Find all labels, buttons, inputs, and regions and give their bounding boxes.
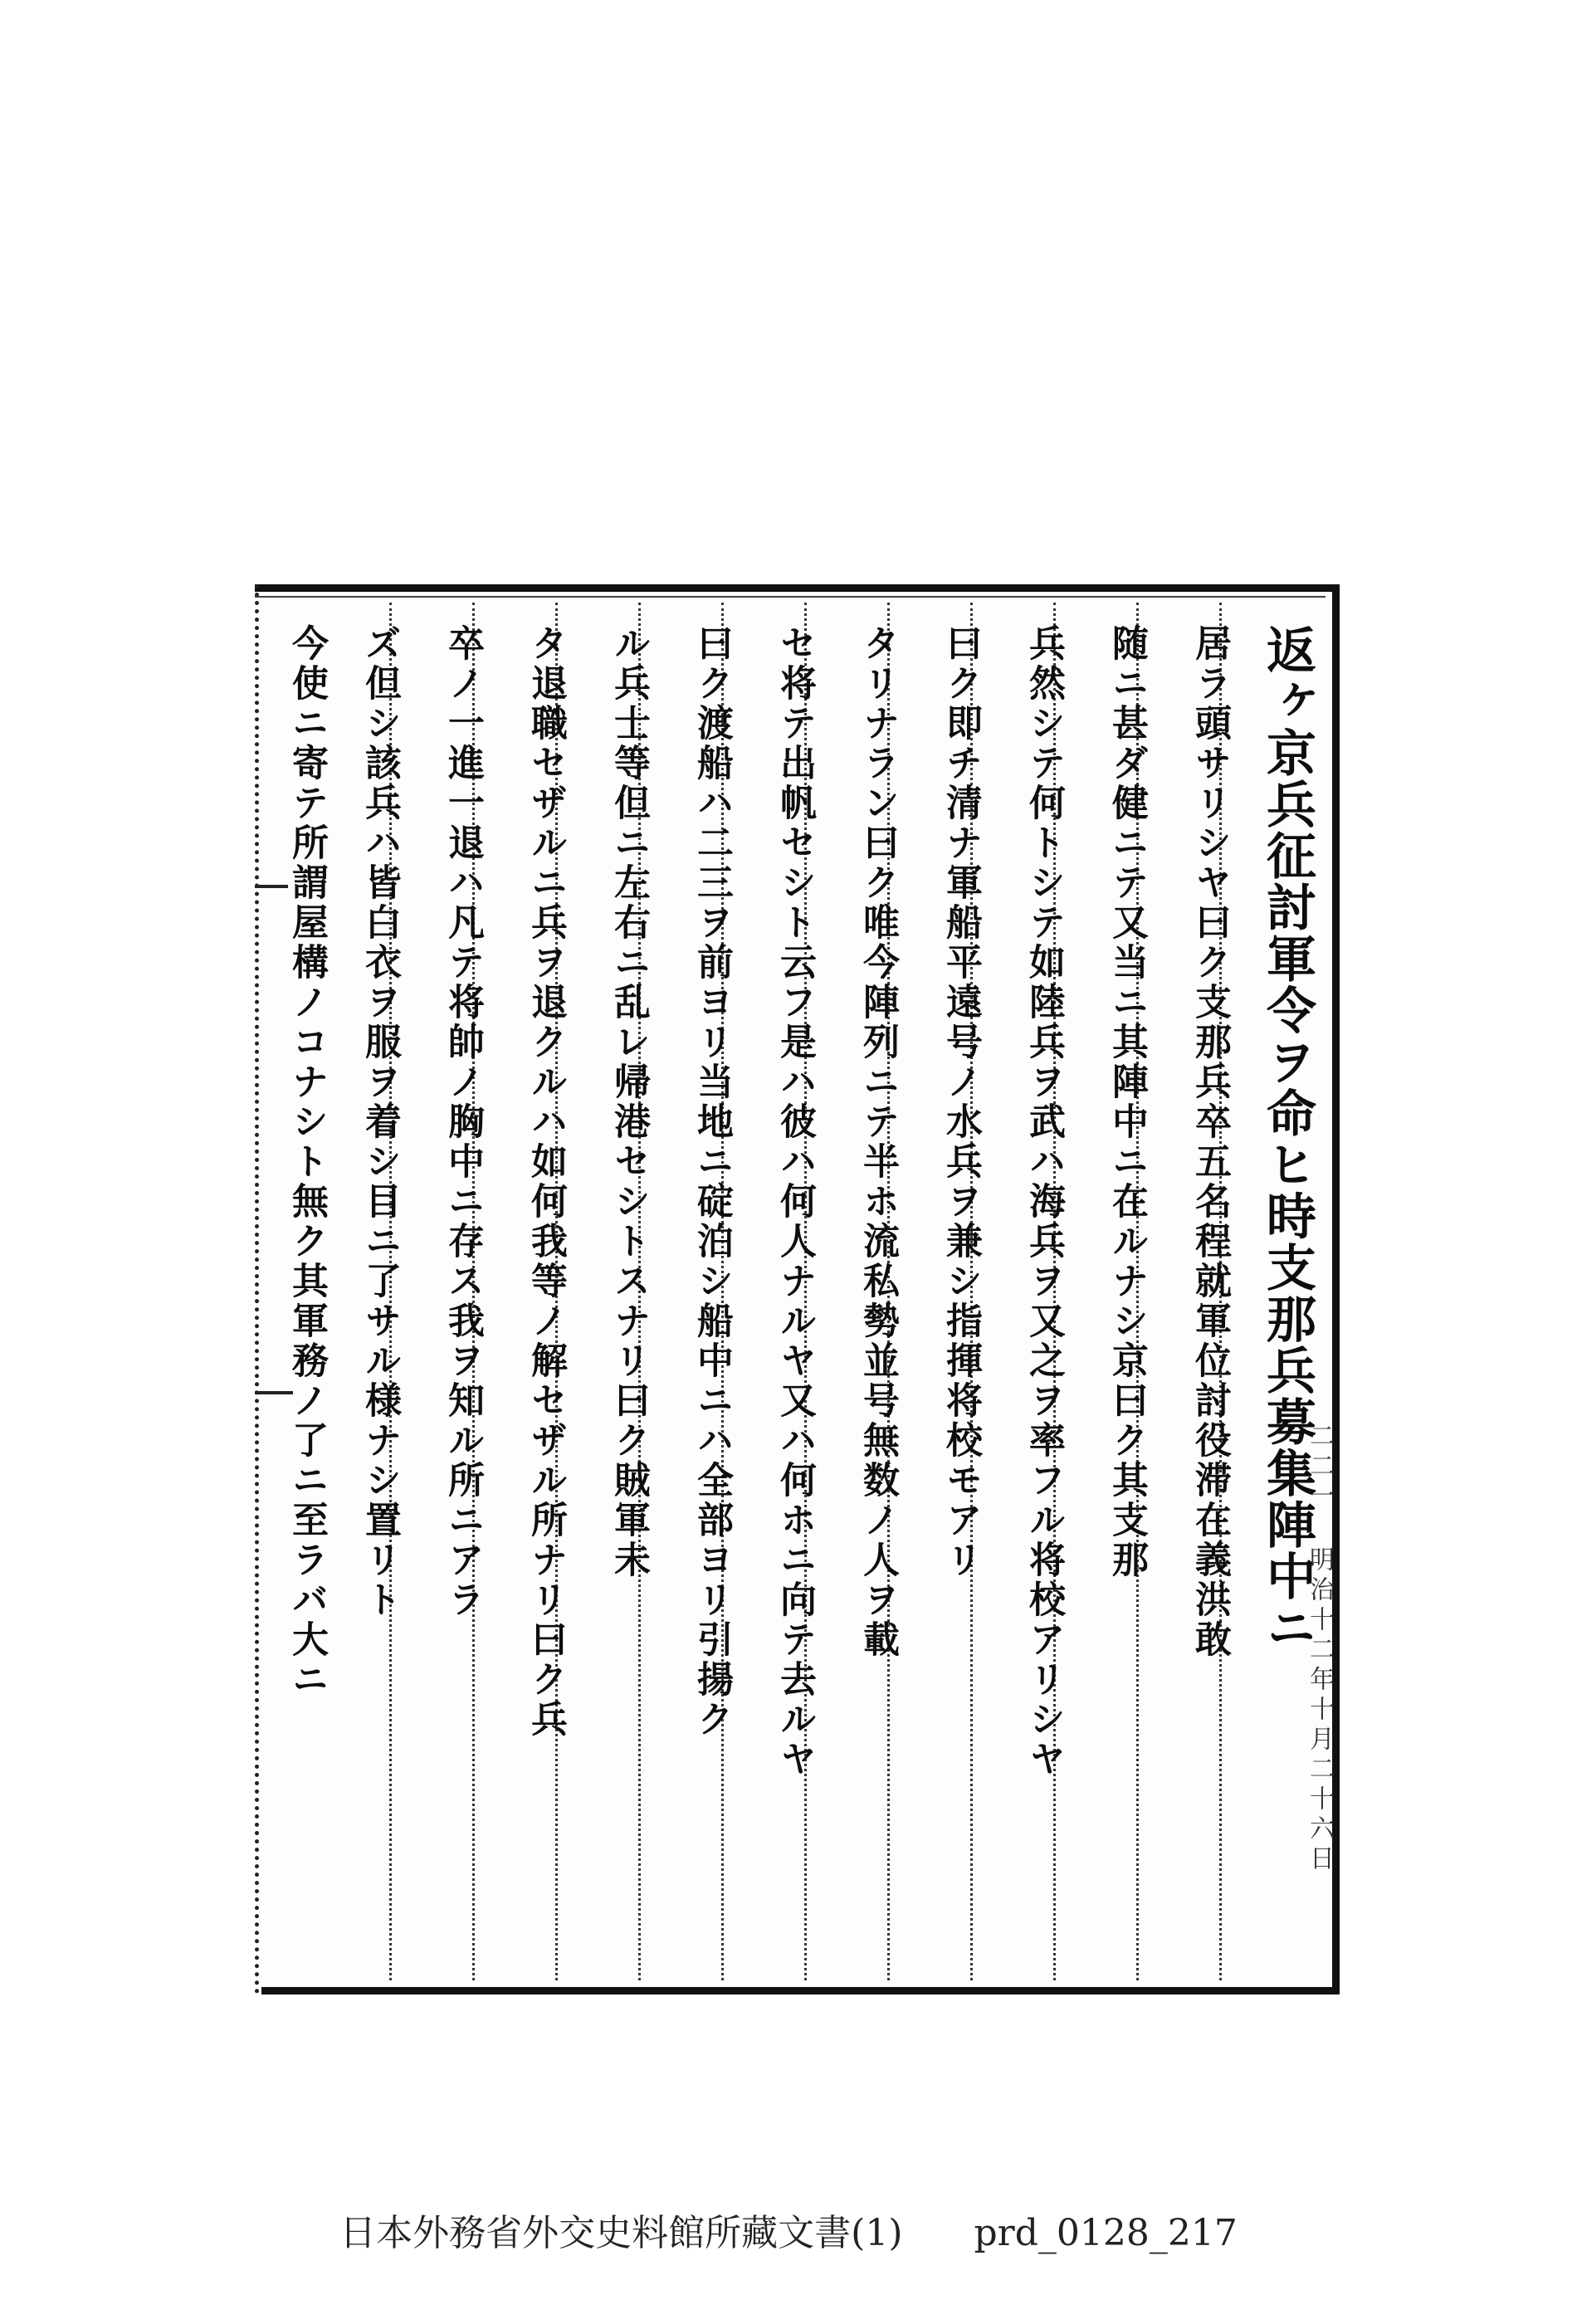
text-column-6: タリナラン曰ク唯今陣列ニテ半ホ流私勢並号無数ノ人ヲ載 [857, 624, 899, 1660]
document-id: prd_0128_217 [974, 2212, 1238, 2254]
manuscript-scan [255, 584, 1340, 1998]
frame-left-border [255, 584, 260, 1994]
text-column-11: 卒ノ一進一退ハ凡テ将帥ノ胸中ニ存ス我ヲ知ル所ニアラ [442, 624, 484, 1620]
archive-footer [0, 2203, 1577, 2256]
margin-page-note: 二二一 明治十二年十月二十六日 [1305, 1423, 1334, 1875]
frame-top-inner-rule [255, 596, 1326, 598]
text-column-2: 居ラ頭サリシヤ曰ク支那兵卒五名程就軍位討役滞在義洪敢 [1189, 624, 1231, 1660]
text-column-4: 兵然シテ何トシテ如陸兵ヲ武ハ海兵ヲ又之ヲ率フル将校アリシヤ [1023, 624, 1065, 1780]
text-column-1: 返ヶ京兵征討軍令ヲ命ヒ時支那兵募集陣中ニ [1258, 624, 1316, 1653]
text-column-13: 今使ニ寄テ所謂屋構ノコナシト無ク其軍務ノ了ニ至ラバ大ニ [286, 624, 328, 1700]
text-column-5: 曰ク即チ清ナ軍船平遠号ノ水兵ヲ兼シ指揮将校モアリ [940, 624, 982, 1580]
frame-bottom-border [261, 1987, 1337, 1994]
text-column-12: ズ但シ該兵ハ皆白衣ヲ服ヲ着シ目ニ了サル様ナシ置リト [359, 624, 401, 1620]
text-column-7: セ将テ出帆セシト云フ是ハ彼ハ何人ナルヤ又ハ何ホニ向テ去ルヤ [774, 624, 816, 1780]
text-column-10: タ退職セザルニ兵ヲ退クルハ如何我等ノ解セザル所ナリ曰ク兵 [525, 624, 567, 1740]
text-column-9: ル兵士等但ニ左右ニ乱レ帰港セシトスナリ曰ク賊軍未 [608, 624, 650, 1580]
text-column-8: 曰ク渡船ハ二三ヲ前ヨリ当地ニ碇泊シ船中ニハ全部ヨリ引揚ク [691, 624, 733, 1740]
text-column-3: 随ニ甚ダ健ニテ又当ニ其陣中ニ在ルナシ京曰ク其支那 [1106, 624, 1148, 1580]
archive-name: 日本外務省外交史料館所藏文書(1) [339, 2212, 903, 2254]
frame-top-border [255, 584, 1340, 592]
